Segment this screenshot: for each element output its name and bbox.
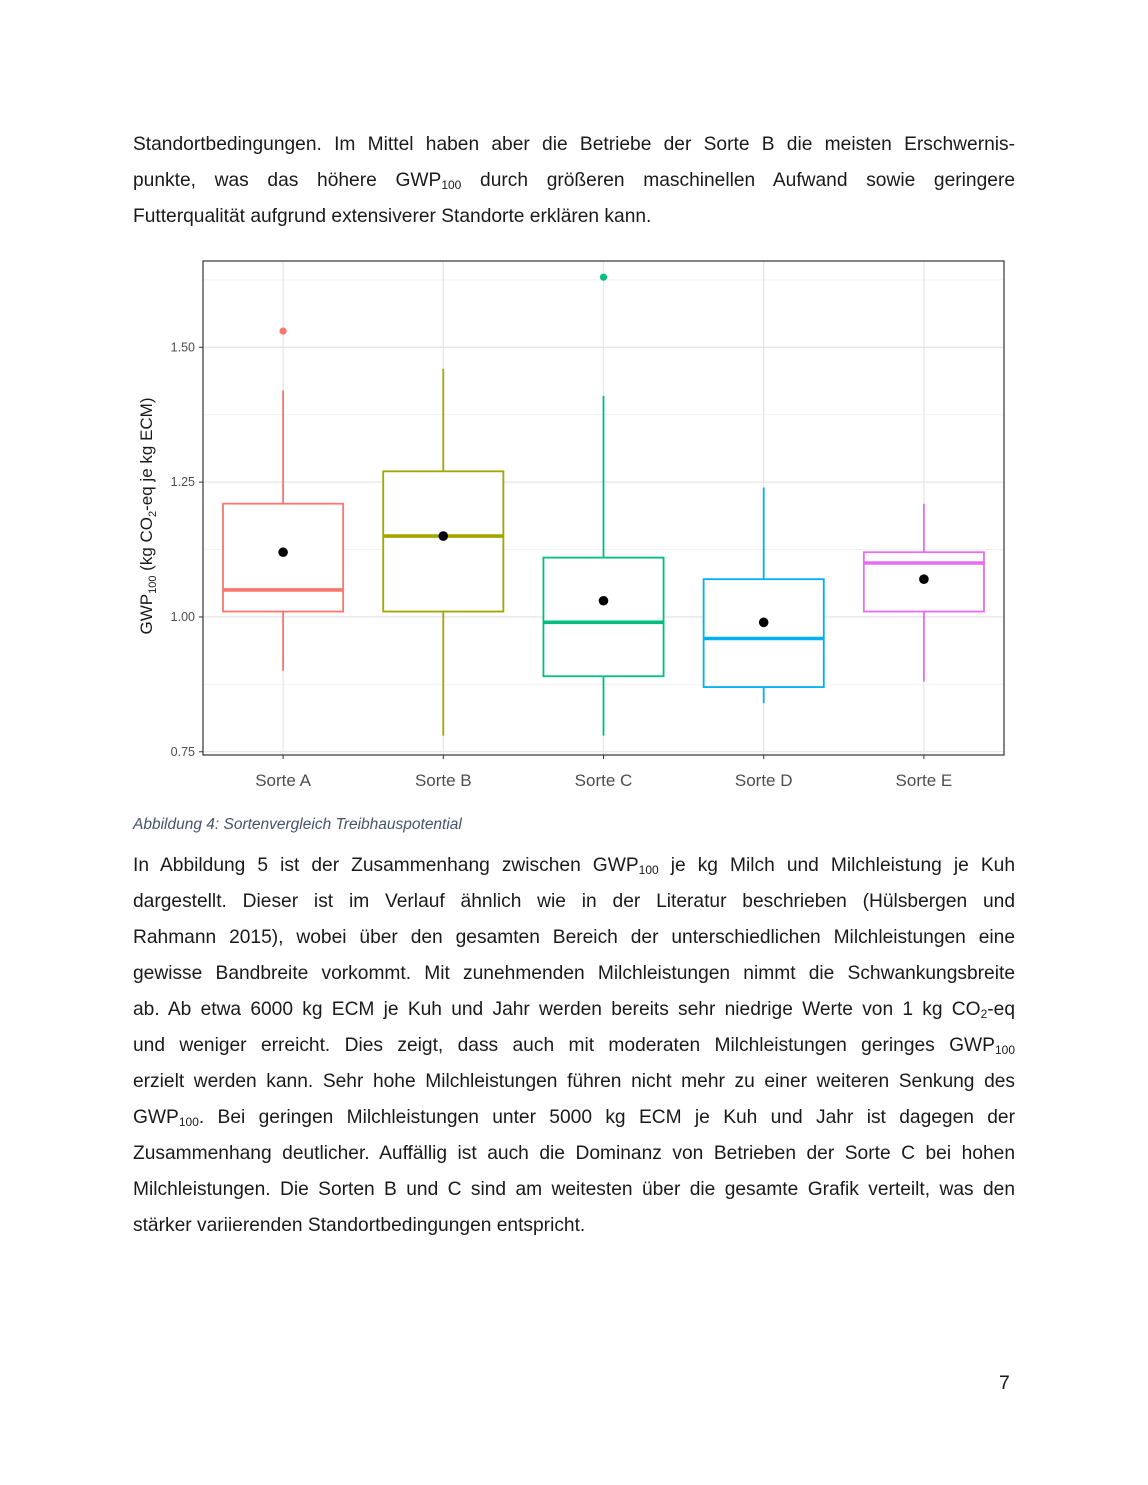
- box-iqr: [223, 504, 343, 612]
- text-line: Standortbedingungen. Im Mittel haben aber die Betriebe der Sorte B die meisten Erschwernis-: [133, 134, 1015, 155]
- text-line: und weniger erreicht. Dies zeigt, dass auch mit moderaten Milchleistungen geringes $GWP_{100}$: [133, 1035, 1015, 1057]
- y-tick-label: 0.75: [170, 744, 195, 759]
- mean-point: [759, 618, 769, 628]
- y-tick-label: 1.00: [170, 609, 195, 624]
- outlier-point: [600, 274, 607, 281]
- paragraph-2: [133, 848, 1015, 1244]
- box-iqr: [543, 558, 663, 677]
- text-line: punkte, was das höhere $GWP_{100}$ durch größeren maschinellen Aufwand sowie geringere: [133, 170, 1016, 192]
- text-line: Futterqualität aufgrund extensiverer Standorte erklären kann.: [133, 206, 652, 227]
- box-iqr: [704, 579, 824, 687]
- figure-caption: Abbildung 4: Sortenvergleich Treibhauspotential: [133, 816, 462, 833]
- text-line: $GWP_{100}$. Bei geringen Milchleistungen unter 5000 kg ECM je Kuh und Jahr ist dagegen der: [133, 1107, 1015, 1129]
- x-tick-label: Sorte B: [414, 771, 472, 790]
- x-tick-label: Sorte D: [734, 771, 793, 790]
- paragraph-1: [133, 127, 1015, 235]
- page-number: 7: [999, 1372, 1010, 1394]
- box-iqr: [383, 471, 503, 611]
- text-line: dargestellt. Dieser ist im Verlauf ähnlich wie in der Literatur beschrieben (Hülsbergen und: [133, 891, 1015, 912]
- outlier-point: [280, 328, 287, 335]
- mean-point: [439, 531, 449, 541]
- y-axis-label: $GWP_{100}$ (kg $CO_2-eq$ je kg ECM): [137, 397, 159, 635]
- x-tick-label: Sorte A: [255, 771, 311, 790]
- mean-point: [278, 547, 288, 557]
- box-sorte-b: [383, 369, 503, 736]
- y-tick-label: 1.25: [170, 475, 195, 490]
- x-tick-label: Sorte C: [574, 771, 633, 790]
- text-line: stärker variierenden Standortbedingungen entspricht.: [133, 1215, 586, 1236]
- text-line: Milchleistungen. Die Sorten B und C sind am weitesten über die gesamte Grafik verteilt, was den: [133, 1179, 1015, 1200]
- y-tick-label: 1.50: [170, 340, 195, 355]
- text-line: In Abbildung 5 ist der Zusammenhang zwischen $GWP_{100}$ je kg Milch und Milchleistung je Kuh: [133, 855, 1015, 877]
- text-line: Zusammenhang deutlicher. Auffällig ist auch die Dominanz von Betrieben der Sorte C bei hohen: [133, 1143, 1015, 1164]
- boxplot-chart: [130, 252, 1020, 797]
- text-line: gewisse Bandbreite vorkommt. Mit zunehmenden Milchleistungen nimmt die Schwankungsbreite: [133, 963, 1015, 984]
- text-line: ab. Ab etwa 6000 kg ECM je Kuh und Jahr werden bereits sehr niedrige Werte von 1 kg $CO_2-eq$: [133, 999, 1015, 1021]
- text-line: erzielt werden kann. Sehr hohe Milchleistungen führen nicht mehr zu einer weiteren Senkung des: [133, 1071, 1015, 1092]
- box-sorte-e: [864, 504, 984, 682]
- mean-point: [919, 574, 929, 584]
- x-tick-label: Sorte E: [895, 771, 953, 790]
- text-line: Rahmann 2015), wobei über den gesamten Bereich der unterschiedlichen Milchleistungen eine: [133, 927, 1015, 948]
- mean-point: [599, 596, 609, 606]
- box-sorte-d: [704, 488, 824, 704]
